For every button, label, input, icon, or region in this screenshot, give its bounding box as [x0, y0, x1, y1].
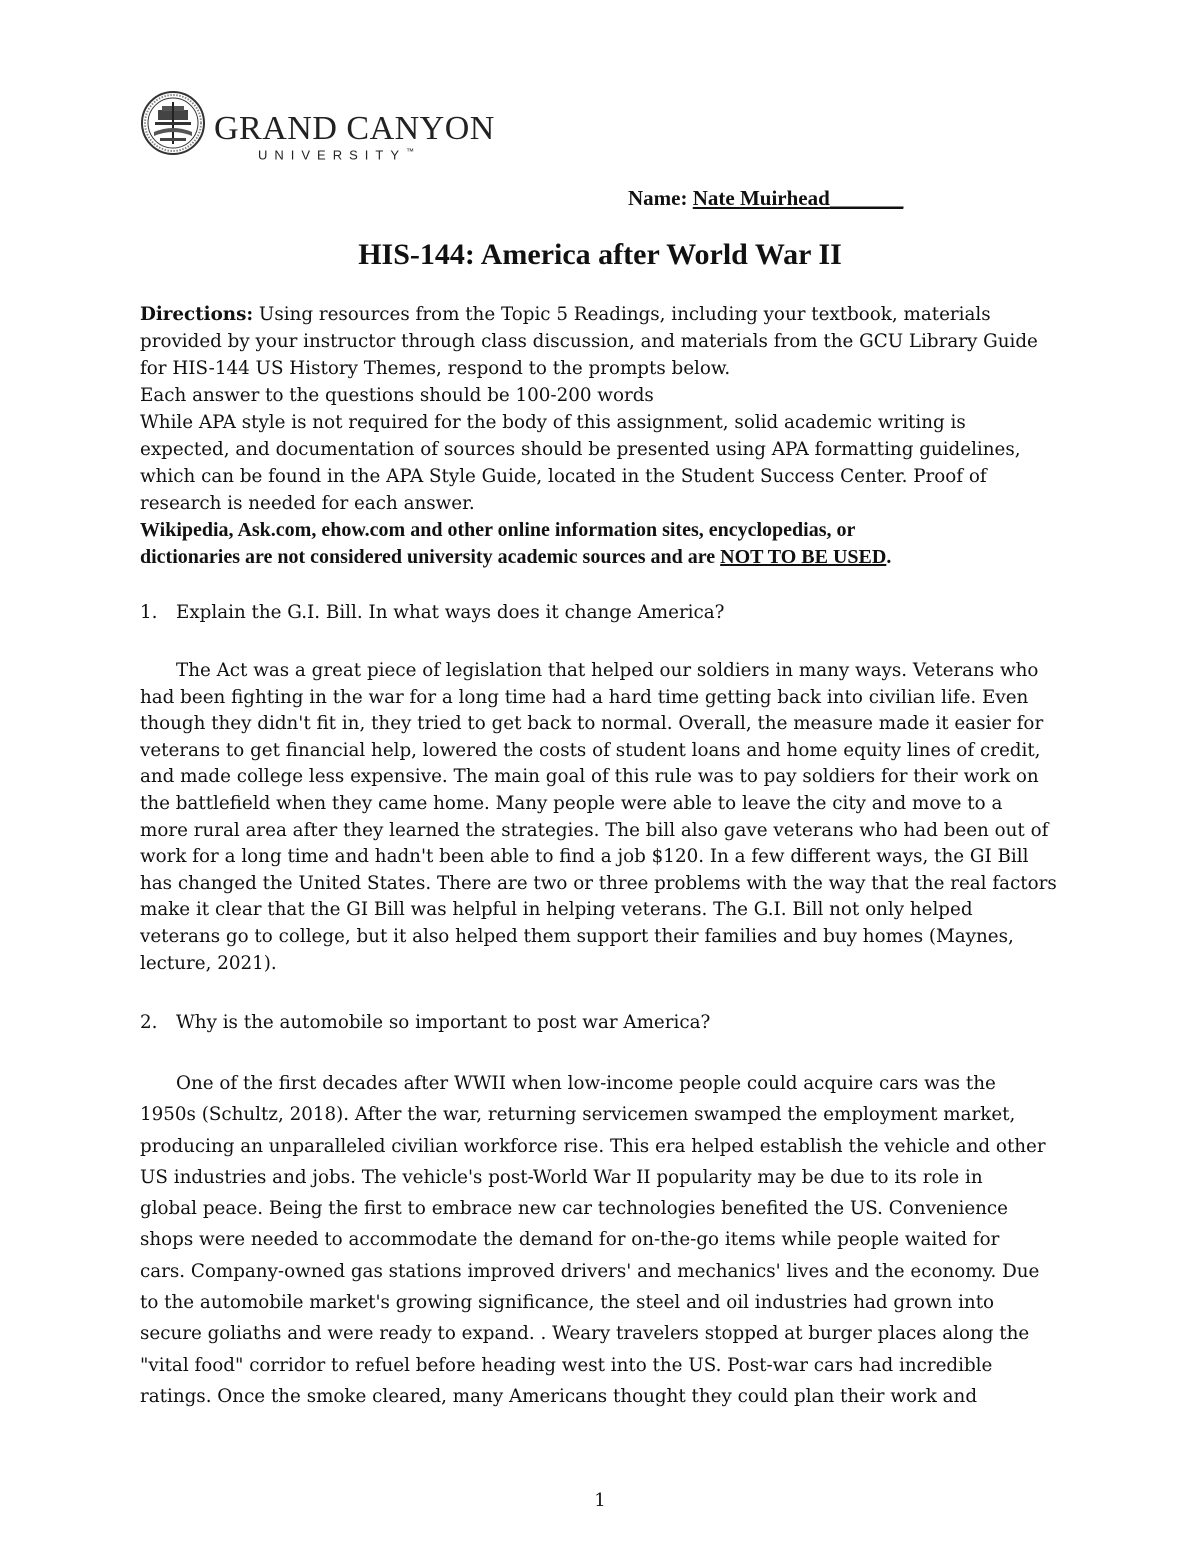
- answer-line: to the automobile market's growing significance, the steel and oil industries had grown into: [140, 1292, 995, 1314]
- answer-line: One of the first decades after WWII when low-income people could acquire cars was the: [176, 1073, 996, 1094]
- university-seal-icon: [140, 88, 206, 158]
- trademark-symbol: ™: [406, 147, 415, 156]
- answer-line: 1950s (Schultz, 2018). After the war, returning servicemen swamped the employment market,: [140, 1104, 1016, 1126]
- directions-line: for HIS-144 US History Themes, respond to the prompts below.: [140, 358, 731, 379]
- not-to-be-used: NOT TO BE USED: [720, 546, 887, 568]
- answer-line: veterans to get financial help, lowered the costs of student loans and home equity lines of credit,: [140, 739, 1041, 761]
- sources-warning: dictionaries are not considered university academic sources and are NOT TO BE USED.: [140, 546, 892, 568]
- logo-wordmark: GRAND CANYON: [214, 110, 495, 147]
- answer-line: the battlefield when they came home. Many people were able to leave the city and move to a: [140, 792, 1003, 814]
- university-logo: [140, 88, 495, 166]
- question-text: Explain the G.I. Bill. In what ways does it change America?: [176, 602, 725, 623]
- question-number: 1.: [140, 602, 158, 623]
- answer-line: The Act was a great piece of legislation that helped our soldiers in many ways. Veterans who: [176, 660, 1039, 681]
- question-text: Why is the automobile so important to post war America?: [176, 1012, 711, 1033]
- answer-line: had been fighting in the war for a long time had a hard time getting back into civilian life. Even: [140, 686, 1029, 708]
- directions-line: provided by your instructor through class discussion, and materials from the GCU Library Guide: [140, 331, 1038, 352]
- answer-line: "vital food" corridor to refuel before heading west into the US. Post-war cars had incredible: [140, 1354, 993, 1376]
- directions-label: Directions:: [140, 304, 254, 325]
- answer-line: though they didn't fit in, they tried to get back to normal. Overall, the measure made it easier for: [140, 713, 1044, 735]
- directions-line: Directions: Using resources from the Topic 5 Readings, including your textbook, materials: [140, 304, 991, 325]
- answer-line: more rural area after they learned the strategies. The bill also gave veterans who had been out of: [140, 819, 1049, 841]
- page-number: 1: [594, 1490, 606, 1511]
- answer-line: shops were needed to accommodate the demand for on-the-go items while people waited for: [140, 1229, 1000, 1251]
- document-title: HIS-144: America after World War II: [358, 238, 842, 271]
- name-label: Name:: [628, 186, 688, 210]
- question-1: [140, 602, 724, 623]
- answer-line: veterans go to college, but it also helped them support their families and buy homes (Maynes,: [140, 925, 1014, 947]
- student-name: Nate Muirhead_______: [692, 186, 904, 210]
- apa-line: which can be found in the APA Style Guide, located in the Student Success Center. Proof of: [140, 466, 987, 487]
- answer-line: work for a long time and hadn't been able to find a job $120. In a few different ways, the GI Bill: [140, 846, 1029, 868]
- question-2: [140, 1012, 710, 1033]
- logo-subtitle: UNIVERSITY™: [258, 147, 415, 163]
- sources-warning: Wikipedia, Ask.com, ehow.com and other online information sites, encyclopedias, or: [140, 519, 856, 541]
- apa-line: expected, and documentation of sources should be presented using APA formatting guidelines,: [140, 439, 1021, 460]
- answer-2: [140, 1068, 1060, 1412]
- answer-line: cars. Company-owned gas stations improved drivers' and mechanics' lives and the economy. Due: [140, 1260, 1040, 1282]
- directions-block: [140, 301, 1060, 571]
- answer-1: [140, 658, 1060, 977]
- answer-line: global peace. Being the first to embrace new car technologies benefited the US. Convenience: [140, 1198, 1008, 1220]
- apa-line: research is needed for each answer.: [140, 493, 475, 514]
- answer-line: ratings. Once the smoke cleared, many Americans thought they could plan their work and: [140, 1385, 978, 1407]
- question-number: 2.: [140, 1012, 158, 1033]
- answer-line: make it clear that the GI Bill was helpful in helping veterans. The G.I. Bill not only helped: [140, 899, 973, 921]
- answer-line: US industries and jobs. The vehicle's post-World War II popularity may be due to its role in: [140, 1166, 983, 1188]
- answer-line: lecture, 2021).: [140, 952, 277, 974]
- answer-line: has changed the United States. There are two or three problems with the way that the real factors: [140, 872, 1057, 894]
- answer-line: secure goliaths and were ready to expand. . Weary travelers stopped at burger places along the: [140, 1323, 1030, 1345]
- answer-line: producing an unparalleled civilian workforce rise. This era helped establish the vehicle and other: [140, 1135, 1046, 1157]
- answer-line: and made college less expensive. The main goal of this rule was to pay soldiers for their work on: [140, 766, 1039, 788]
- student-name-line: [628, 186, 903, 211]
- apa-line: While APA style is not required for the body of this assignment, solid academic writing is: [140, 412, 966, 433]
- word-count-line: Each answer to the questions should be 100-200 words: [140, 385, 654, 406]
